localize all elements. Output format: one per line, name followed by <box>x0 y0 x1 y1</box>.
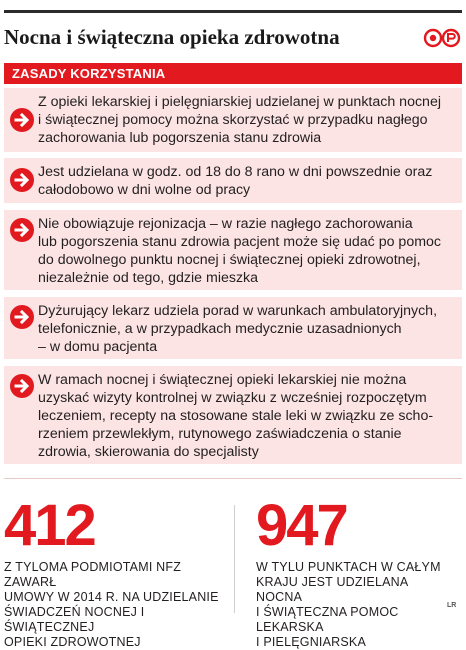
list-item-text: W ramach nocnej i świątecznej opieki lekarskiej nie można uzyskać wizyty kontrolnej w związku z wcześniej rozpoczętym leczeniem, recepty na stosowane stale leki w związku ze scho- rzeniem przewlekłym, rutynowego zaświadczenia o stanie zdrowia, skierowania do specjalisty <box>38 372 434 460</box>
stat-value: 947 <box>256 493 347 558</box>
list-item <box>4 210 462 290</box>
list-item-text: Z opieki lekarskiej i pielęgniarskiej udzielanej w punktach nocnej i świątecznej pomocy można skorzystać w przypadku nagłego zachorowania lub pogorszenia stanu zdrowia <box>38 94 441 146</box>
section-header-label: ZASADY KORZYSTANIA <box>12 66 166 81</box>
list-item-text: Jest udzielana w godz. od 18 do 8 rano w dni powszednie oraz całodobowo w dni wolne od pracy <box>38 164 433 198</box>
list-item <box>4 297 462 359</box>
top-rule <box>4 10 462 13</box>
list-item <box>4 366 462 464</box>
page-title: Nocna i świąteczna opieka zdrowotna <box>4 25 340 49</box>
arrow-right-icon <box>10 305 34 329</box>
list-item-text: Dyżurujący lekarz udziela porad w warunkach ambulatoryjnych, telefonicznie, a w przypadkach medycznie uzasadnionych – w domu pacjenta <box>38 303 438 355</box>
arrow-right-icon <box>10 218 34 242</box>
rp-logo-icon <box>424 28 462 48</box>
list-item-text: Nie obowiązuje rejonizacja – w razie nagłego zachorowania lub pogorszenia stanu zdrowia pacjent może się udać po pomoc do dowolnego punktu nocnej i świątecznej opieki zdrowotnej, niezależnie od tego, gdzie mieszka <box>38 216 442 286</box>
arrow-right-icon <box>10 108 34 132</box>
stats-divider <box>234 505 235 613</box>
stat-description: Z TYLOMA PODMIOTAMI NFZ ZAWARŁ UMOWY W 2014 R. NA UDZIELANIE ŚWIADCZEŃ NOCNEJ I ŚWIĄTECZNEJ OPIEKI ZDROWOTNEJ <box>4 560 219 649</box>
stat-description: W TYLU PUNKTACH W CAŁYM KRAJU JEST UDZIELANA NOCNA I ŚWIĄTECZNA POMOC LEKARSKA I PIELĘGNIARSKA <box>256 560 441 649</box>
list-item <box>4 158 462 203</box>
author-credit: LR <box>447 602 457 609</box>
list-item <box>4 88 462 152</box>
arrow-right-icon <box>10 374 34 398</box>
arrow-right-icon <box>10 168 34 192</box>
stat-value: 412 <box>4 493 95 558</box>
section-header <box>4 63 462 84</box>
section-divider <box>4 478 462 479</box>
